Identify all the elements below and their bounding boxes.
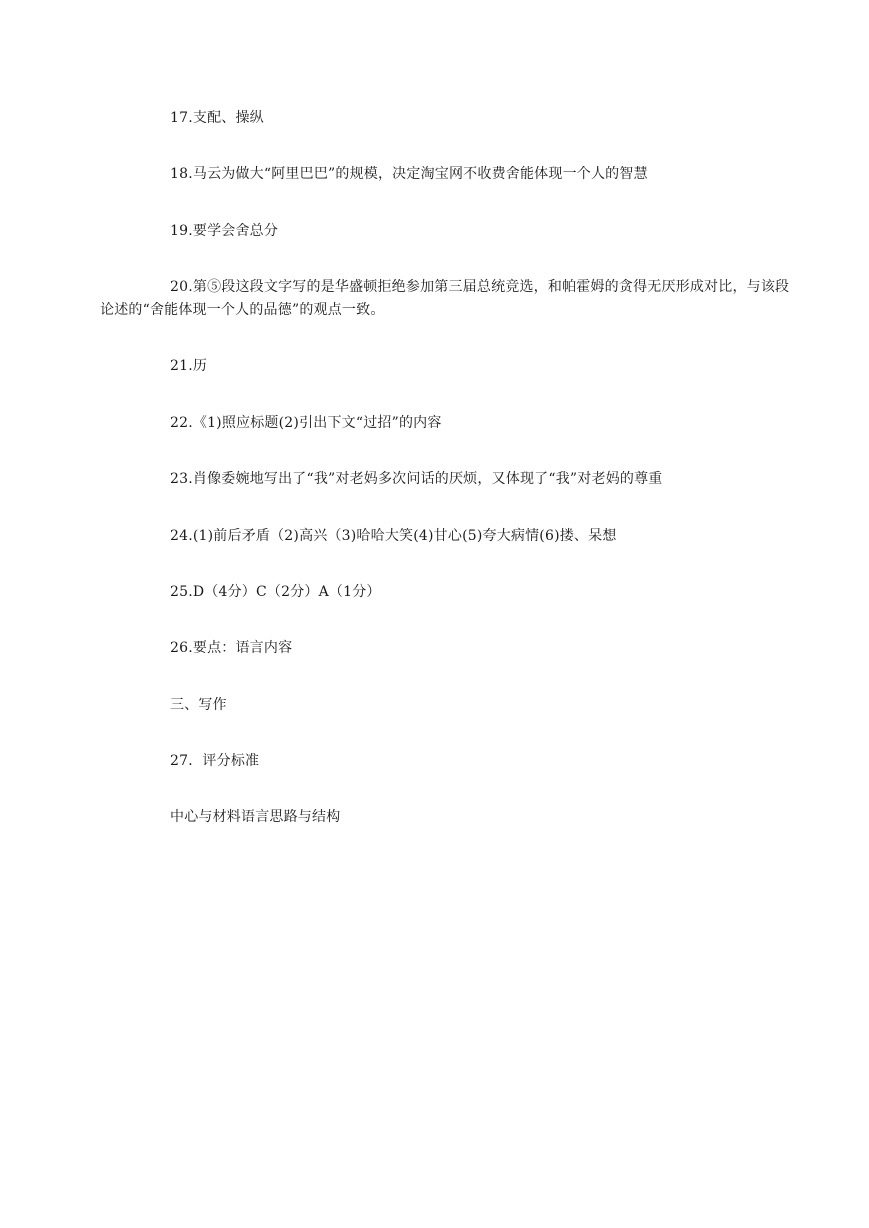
answer-24: 24.(1)前后矛盾（2)高兴（3)哈哈大笑(4)甘心(5)夸大病情(6)搂、呆想 bbox=[170, 528, 617, 544]
answer-18: 18.马云为做大“阿里巴巴”的规模，决定淘宝网不收费舍能体现一个人的智慧 bbox=[170, 166, 648, 182]
answer-19: 19.要学会舍总分 bbox=[170, 223, 279, 239]
answer-17: 17.支配、操纵 bbox=[170, 110, 264, 126]
answer-21: 21.历 bbox=[170, 358, 208, 374]
scoring-criteria: 中心与材料语言思路与结构 bbox=[170, 809, 341, 825]
section-heading-writing: 三、写作 bbox=[170, 697, 227, 713]
answer-25: 25.D（4分）C（2分）A（1分） bbox=[170, 584, 381, 600]
answer-27: 27．评分标准 bbox=[170, 753, 260, 769]
answer-23: 23.肖像委婉地写出了“我”对老妈多次问话的厌烦，又体现了“我”对老妈的尊重 bbox=[170, 471, 663, 487]
answer-22: 22.《1)照应标题(2)引出下文“过招”的内容 bbox=[170, 415, 442, 431]
answer-26: 26.要点：语言内容 bbox=[170, 640, 293, 656]
answer-20: 20.第⑤段这段文字写的是华盛顿拒绝参加第三届总统竞选，和帕霍姆的贪得无厌形成对比，与该段论述的“舍能体现一个人的品德”的观点一致。 bbox=[100, 279, 790, 318]
